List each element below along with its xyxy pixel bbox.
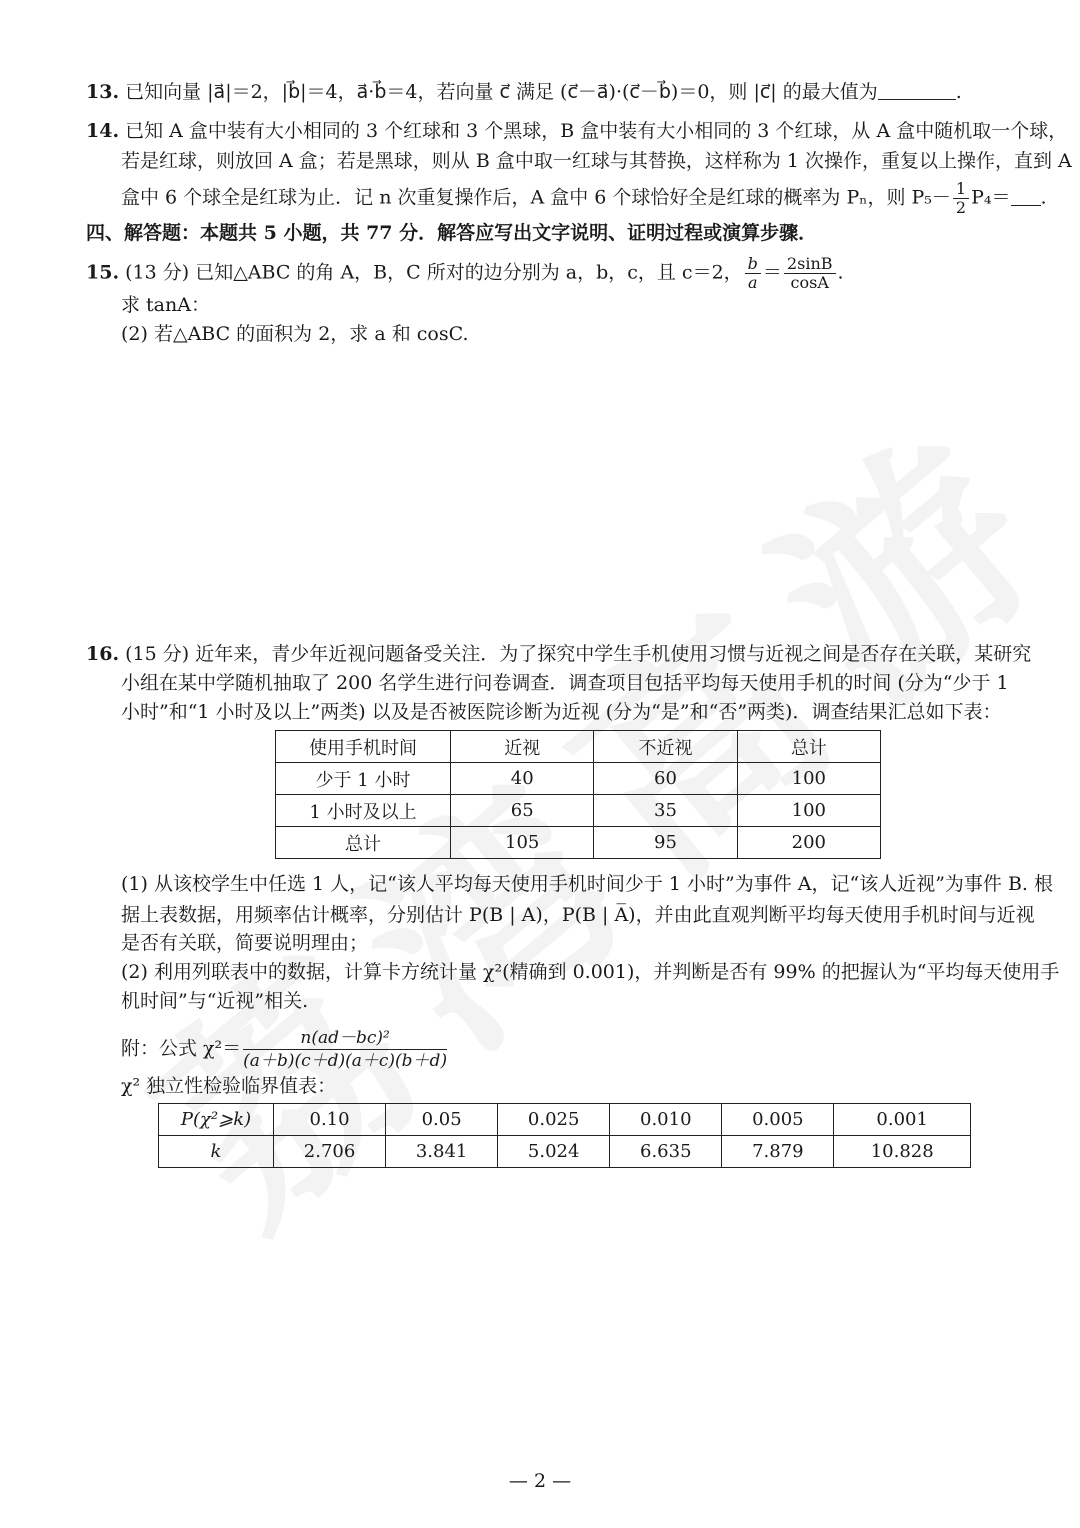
table-cell: 7.879 bbox=[722, 1136, 834, 1168]
table-header-cell: k bbox=[159, 1136, 274, 1168]
question-16-part-1-line-3: 是否有关联，简要说明理由； bbox=[121, 932, 369, 954]
table-row bbox=[276, 827, 881, 859]
table-row bbox=[159, 1104, 971, 1136]
page-number: — 2 — bbox=[508, 1470, 572, 1492]
question-16-line-2: 小组在某中学随机抽取了 200 名学生进行问卷调查．调查项目包括平均每天使用手机的时间 (分为“少于 1 bbox=[121, 672, 1009, 694]
question-15: 15. (13 分) 已知△ABC 的角 A，B，C 所对的边分别为 a，b，c，且 c＝2， $\frac{b}{a}$ ＝ $\frac{2\sin B}{\cos A}$ . bbox=[86, 254, 844, 292]
question-16-part-1-line-1: (1) 从该校学生中任选 1 人，记“该人平均每天使用手机时间少于 1 小时”为事件 A，记“该人近视”为事件 B. 根 bbox=[121, 873, 1053, 895]
question-15-part-2: (2) 若△ABC 的面积为 2，求 a 和 cosC. bbox=[121, 323, 469, 345]
table-cell: 35 bbox=[594, 795, 737, 827]
table-cell: 10.828 bbox=[834, 1136, 971, 1168]
chi-square-formula: 附：公式 χ²＝ $\frac{\text{n(ad－bc)²}}{(a+b)(c+d)(a+c)(b+d)}$ bbox=[121, 1028, 448, 1071]
table-cell: 3.841 bbox=[386, 1136, 498, 1168]
table-row bbox=[159, 1136, 971, 1168]
table-header-cell: P(χ²⩾k) bbox=[159, 1104, 274, 1136]
question-13: 13. 已知向量 |a⃗|＝2，|b⃗|＝4，a⃗·b⃗＝4，若向量 c⃗ 满足 (c⃗－a⃗)·(c⃗－b⃗)＝0，则 |c⃗| 的最大值为 . bbox=[86, 81, 962, 103]
fraction: $\frac{1}{2}$ bbox=[953, 180, 969, 217]
survey-table bbox=[275, 730, 881, 859]
section-heading: 四、解答题：本题共 5 小题，共 77 分．解答应写出文字说明、证明过程或演算步骤． bbox=[86, 222, 818, 244]
answer-blank bbox=[1011, 187, 1041, 206]
fraction: $\frac{b}{a}$ bbox=[745, 255, 761, 292]
question-16-part-2-line-1: (2) 利用列联表中的数据，计算卡方统计量 χ²(精确到 0.001)，并判断是否有 99% 的把握认为“平均每天使用手 bbox=[121, 961, 1060, 983]
question-number: 13. bbox=[86, 81, 120, 103]
table-header-cell: 近视 bbox=[451, 731, 594, 763]
table-cell: 0.05 bbox=[386, 1104, 498, 1136]
question-14-line-2: 若是红球，则放回 A 盒；若是黑球，则从 B 盒中取一红球与其替换，这样称为 1 次操作，重复以上操作，直到 A bbox=[121, 150, 1072, 172]
fraction: $\frac{2\sin B}{\cos A}$ bbox=[784, 255, 836, 292]
table-cell: 60 bbox=[594, 763, 737, 795]
table-header-cell: 总计 bbox=[737, 731, 880, 763]
table-cell: 200 bbox=[737, 827, 880, 859]
table-row bbox=[276, 763, 881, 795]
question-16-line-3: 小时”和“1 小时及以上”两类) 以及是否被医院诊断为近视 (分为“是”和“否”两类)．调查结果汇总如下表： bbox=[121, 701, 1002, 723]
table-cell: 40 bbox=[451, 763, 594, 795]
critical-table-title: χ² 独立性检验临界值表： bbox=[121, 1075, 337, 1097]
table-cell: 2.706 bbox=[274, 1136, 386, 1168]
table-header-cell: 不近视 bbox=[594, 731, 737, 763]
table-cell: 0.001 bbox=[834, 1104, 971, 1136]
table-header-row bbox=[276, 731, 881, 763]
critical-value-table bbox=[158, 1103, 971, 1168]
table-cell: 0.005 bbox=[722, 1104, 834, 1136]
table-cell: 100 bbox=[737, 795, 880, 827]
answer-blank bbox=[878, 81, 956, 100]
table-cell: 6.635 bbox=[610, 1136, 722, 1168]
question-number: 16. bbox=[86, 643, 120, 665]
table-cell: 0.010 bbox=[610, 1104, 722, 1136]
table-cell: 5.024 bbox=[498, 1136, 610, 1168]
table-header-cell: 使用手机时间 bbox=[276, 731, 451, 763]
table-cell: 1 小时及以上 bbox=[276, 795, 451, 827]
question-15-part-1: 求 tanA： bbox=[121, 294, 210, 316]
question-number: 15. bbox=[86, 261, 120, 284]
table-row bbox=[276, 795, 881, 827]
table-cell: 少于 1 小时 bbox=[276, 763, 451, 795]
table-cell: 0.025 bbox=[498, 1104, 610, 1136]
table-cell: 65 bbox=[451, 795, 594, 827]
fraction: $\frac{\text{n(ad－bc)²}}{(a+b)(c+d)(a+c)(b+d)}$ bbox=[243, 1028, 448, 1071]
table-cell: 总计 bbox=[276, 827, 451, 859]
question-16-line-1: 16. (15 分) 近年来，青少年近视问题备受关注．为了探究中学生手机使用习惯与近视之间是否存在关联，某研究 bbox=[86, 643, 1032, 665]
question-14-line-1: 14. 已知 A 盒中装有大小相同的 3 个红球和 3 个黑球，B 盒中装有大小相同的 3 个红球，从 A 盒中随机取一个球， bbox=[86, 120, 1068, 142]
question-text: 已知向量 |a⃗|＝2，|b⃗|＝4，a⃗·b⃗＝4，若向量 c⃗ 满足 (c⃗－a⃗)·(c⃗－b⃗)＝0，则 |c⃗| 的最大值为 bbox=[125, 81, 878, 103]
question-14-line-3: 盒中 6 个球全是红球为止．记 n 次重复操作后，A 盒中 6 个球恰好全是红球的概率为 Pₙ，则 P₅－ $\frac{1}{2}$ P₄＝ . bbox=[121, 179, 1047, 217]
table-cell: 0.10 bbox=[274, 1104, 386, 1136]
question-16-part-2-line-2: 机时间”与“近视”相关. bbox=[121, 990, 309, 1012]
table-cell: 95 bbox=[594, 827, 737, 859]
table-cell: 100 bbox=[737, 763, 880, 795]
question-16-part-1-line-2: 据上表数据，用频率估计概率，分别估计 P(B | A)，P(B | A̅)，并由此直观判断平均每天使用手机时间与近视 bbox=[121, 904, 1035, 926]
question-number: 14. bbox=[86, 120, 120, 142]
table-cell: 105 bbox=[451, 827, 594, 859]
